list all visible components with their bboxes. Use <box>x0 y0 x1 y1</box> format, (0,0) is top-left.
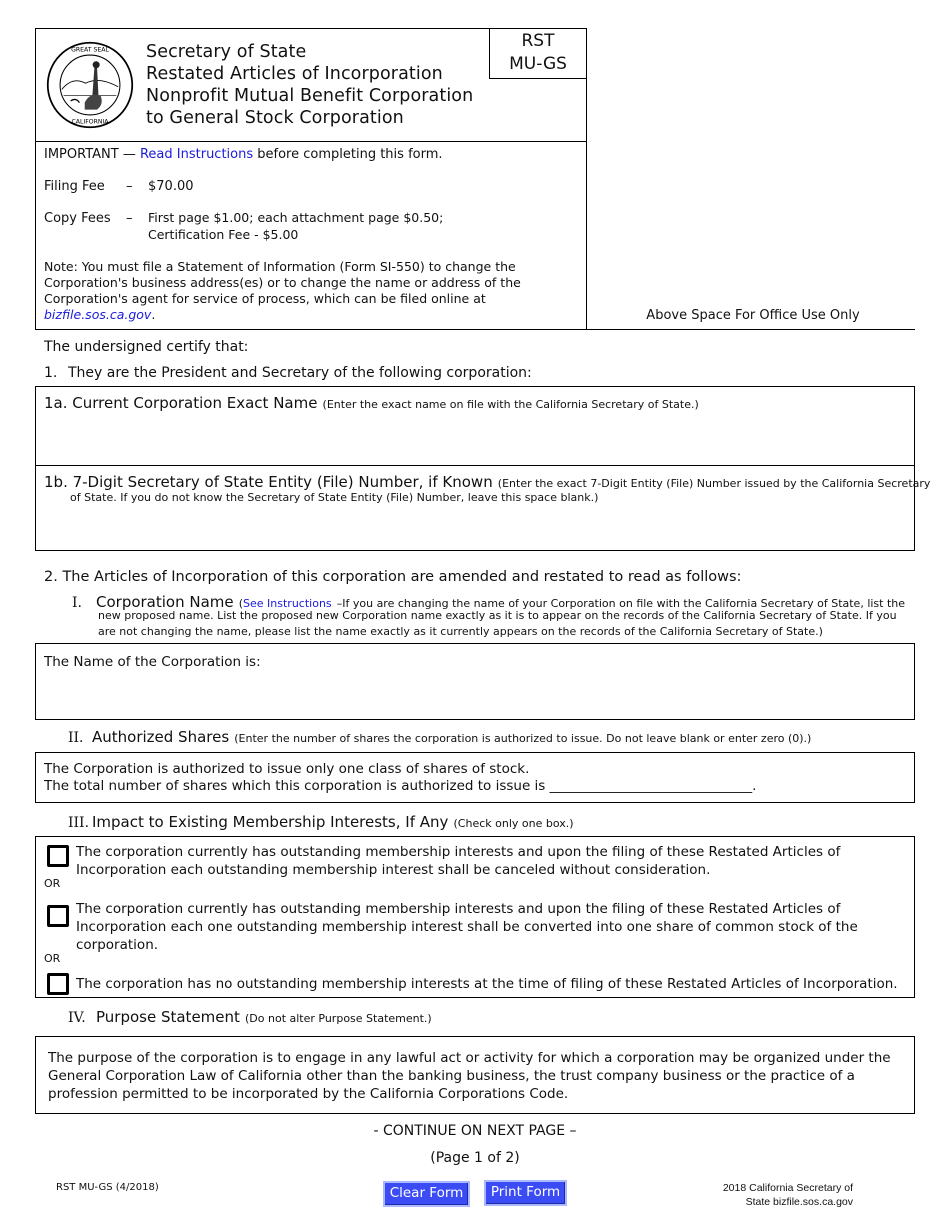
title-line: Nonprofit Mutual Benefit Corporation <box>146 86 474 106</box>
option-line: The corporation currently has outstanding membership interests and upon the filing of these Restated Articles of <box>76 844 841 860</box>
important-prefix: IMPORTANT — <box>44 147 136 162</box>
field-1b-label: 1b. 7-Digit Secretary of State Entity (File) Number, if Known <box>44 473 493 491</box>
option-convert-text <box>76 900 858 954</box>
certify-intro: The undersigned certify that: <box>44 339 249 355</box>
important-notice <box>44 147 443 162</box>
section-i-hint-line2: new proposed name. List the proposed new Corporation name exactly as it is to appear on the records of the California Secretary of State. If you <box>98 609 897 622</box>
option-cancel-checkbox[interactable] <box>47 845 69 867</box>
section-ii-hint: (Enter the number of shares the corporation is authorized to issue. Do not leave blank or enter zero (0).) <box>234 732 812 745</box>
section-i-hint-line1: –If you are changing the name of your Corporation on file with the California Secretary of State, list the <box>336 597 906 610</box>
form-header <box>35 28 587 330</box>
section-iv-heading <box>68 1007 432 1026</box>
print-form-button[interactable]: Print Form <box>484 1180 567 1206</box>
office-use-label: Above Space For Office Use Only <box>646 308 860 323</box>
svg-text:CALIFORNIA: CALIFORNIA <box>71 118 109 126</box>
option-none-checkbox[interactable] <box>47 973 69 995</box>
option-cancel-text <box>76 843 840 879</box>
corporation-identity-box <box>35 386 931 551</box>
option-line: Incorporation each outstanding membership interest shall be canceled without consideration. <box>76 862 711 878</box>
purpose-line: profession permitted to be incorporated by the California Corporations Code. <box>48 1086 569 1102</box>
copy-fees-row <box>44 210 443 226</box>
current-corporation-name-input[interactable] <box>44 415 908 461</box>
form-title <box>146 41 473 129</box>
form-code-box <box>489 28 587 79</box>
shares-line2-row <box>44 778 756 794</box>
form-code-line: MU-GS <box>509 54 567 74</box>
filing-fee-label: Filing Fee <box>44 179 105 194</box>
option-line: Incorporation each one outstanding membership interest shall be converted into one share of common stock of the <box>76 919 858 935</box>
purpose-line: General Corporation Law of California other than the banking business, the trust company business or the practice of a <box>48 1068 855 1084</box>
authorized-shares-input[interactable] <box>550 776 757 796</box>
section-i-numeral: I. <box>72 595 82 611</box>
title-line: to General Stock Corporation <box>146 108 404 128</box>
shares-line2-end: . <box>752 778 757 794</box>
header-divider <box>36 141 586 142</box>
shares-line1: The Corporation is authorized to issue only one class of shares of stock. <box>44 761 530 777</box>
section-iii-hint: (Check only one box.) <box>453 817 574 830</box>
bizfile-link[interactable]: bizfile.sos.ca.gov <box>44 307 152 322</box>
purpose-text <box>48 1049 891 1103</box>
item-1-number: 1. <box>44 365 58 381</box>
item-2-text: 2. The Articles of Incorporation of this corporation are amended and restated to read as follows: <box>44 569 742 585</box>
field-1a-label-row <box>44 393 699 412</box>
california-seal-icon <box>46 41 134 129</box>
form-code-line: RST <box>521 31 555 51</box>
field-1b-hint-line2: of State. If you do not know the Secretary of State Entity (File) Number, leave this space blank.) <box>70 491 599 504</box>
copy-fees-label: Copy Fees <box>44 211 111 226</box>
entity-number-input[interactable] <box>44 509 908 547</box>
svg-text:GREAT SEAL: GREAT SEAL <box>71 46 109 54</box>
membership-interests-box <box>35 836 915 998</box>
office-use-underline <box>587 329 915 330</box>
section-iii-numeral: III. <box>68 815 90 831</box>
clear-form-button[interactable]: Clear Form <box>383 1181 470 1207</box>
section-iv-hint: (Do not alter Purpose Statement.) <box>245 1012 432 1025</box>
page-number: (Page 1 of 2) <box>430 1150 520 1166</box>
note-line3: Corporation's agent for service of process, which can be filed online at <box>44 291 486 306</box>
copyright <box>700 1181 853 1209</box>
copy-fees-line2: Certification Fee - $5.00 <box>148 227 299 242</box>
shares-count-field[interactable] <box>550 778 753 794</box>
section-iii-heading <box>68 812 574 831</box>
section-iv-numeral: IV. <box>68 1010 86 1026</box>
section-iii-title: Impact to Existing Membership Interests, If Any <box>92 813 449 831</box>
purpose-statement-box <box>35 1036 915 1114</box>
option-none-text <box>76 975 898 993</box>
section-ii-title: Authorized Shares <box>92 728 230 746</box>
section-i-title: Corporation Name <box>96 593 234 611</box>
section-ii-heading <box>68 727 811 746</box>
option-line: The corporation currently has outstanding membership interests and upon the filing of these Restated Articles of <box>76 901 841 917</box>
field-1b-label-row <box>44 472 930 491</box>
corporation-name-label: The Name of the Corporation is: <box>44 654 261 670</box>
shares-line2: The total number of shares which this corporation is authorized to issue is <box>44 778 546 794</box>
fee-dash: – <box>126 179 133 194</box>
note-line1: Note: You must file a Statement of Information (Form SI-550) to change the <box>44 259 516 274</box>
field-1b-hint: (Enter the exact 7-Digit Entity (File) Number issued by the California Secretary <box>497 477 931 490</box>
title-line: Restated Articles of Incorporation <box>146 64 443 84</box>
note-end: . <box>151 307 156 322</box>
title-line: Secretary of State <box>146 42 307 62</box>
field-1a-hint: (Enter the exact name on file with the California Secretary of State.) <box>322 398 699 411</box>
copy-fees-line1: First page $1.00; each attachment page $0.50; <box>148 210 444 225</box>
new-corporation-name-input[interactable] <box>44 676 908 714</box>
box-divider <box>36 465 914 466</box>
read-instructions-link[interactable]: Read Instructions <box>139 147 254 162</box>
or-label: OR <box>44 877 61 890</box>
note-line2: Corporation's business address(es) or to change the name or address of the <box>44 275 521 290</box>
see-instructions-link[interactable]: See Instructions <box>243 597 332 610</box>
option-convert-checkbox[interactable] <box>47 905 69 927</box>
fee-dash: – <box>126 211 133 226</box>
section-ii-numeral: II. <box>68 730 84 746</box>
filing-fee-row <box>44 179 194 194</box>
purpose-line: The purpose of the corporation is to engage in any lawful act or activity for which a corporation may be organized under the <box>48 1050 891 1066</box>
option-line: The corporation has no outstanding membership interests at the time of filing of these Restated Articles of Incorporation. <box>76 976 898 992</box>
form-version: RST MU-GS (4/2018) <box>56 1182 159 1193</box>
item-1 <box>44 365 532 381</box>
filing-fee-value: $70.00 <box>148 179 194 194</box>
important-suffix: before completing this form. <box>257 147 443 162</box>
section-iv-title: Purpose Statement <box>96 1008 240 1026</box>
shares-blank: ______________________________ <box>549 778 753 794</box>
field-1a-label: 1a. Current Corporation Exact Name <box>44 394 318 412</box>
or-label: OR <box>44 952 61 965</box>
option-line: corporation. <box>76 937 159 953</box>
item-1-text: They are the President and Secretary of the following corporation: <box>68 365 532 381</box>
section-i-hint-line3: are not changing the name, please list the name exactly as it currently appears on the records of the California Secretary of State.) <box>98 625 823 638</box>
authorized-shares-box <box>35 752 915 803</box>
continue-notice: - CONTINUE ON NEXT PAGE – <box>373 1123 577 1139</box>
note-link-row <box>44 307 155 322</box>
copyright-line2: State bizfile.sos.ca.gov <box>745 1196 853 1208</box>
corporation-name-box <box>35 643 915 720</box>
copyright-line1: 2018 California Secretary of <box>722 1182 853 1194</box>
hint-open: ( <box>238 597 244 610</box>
